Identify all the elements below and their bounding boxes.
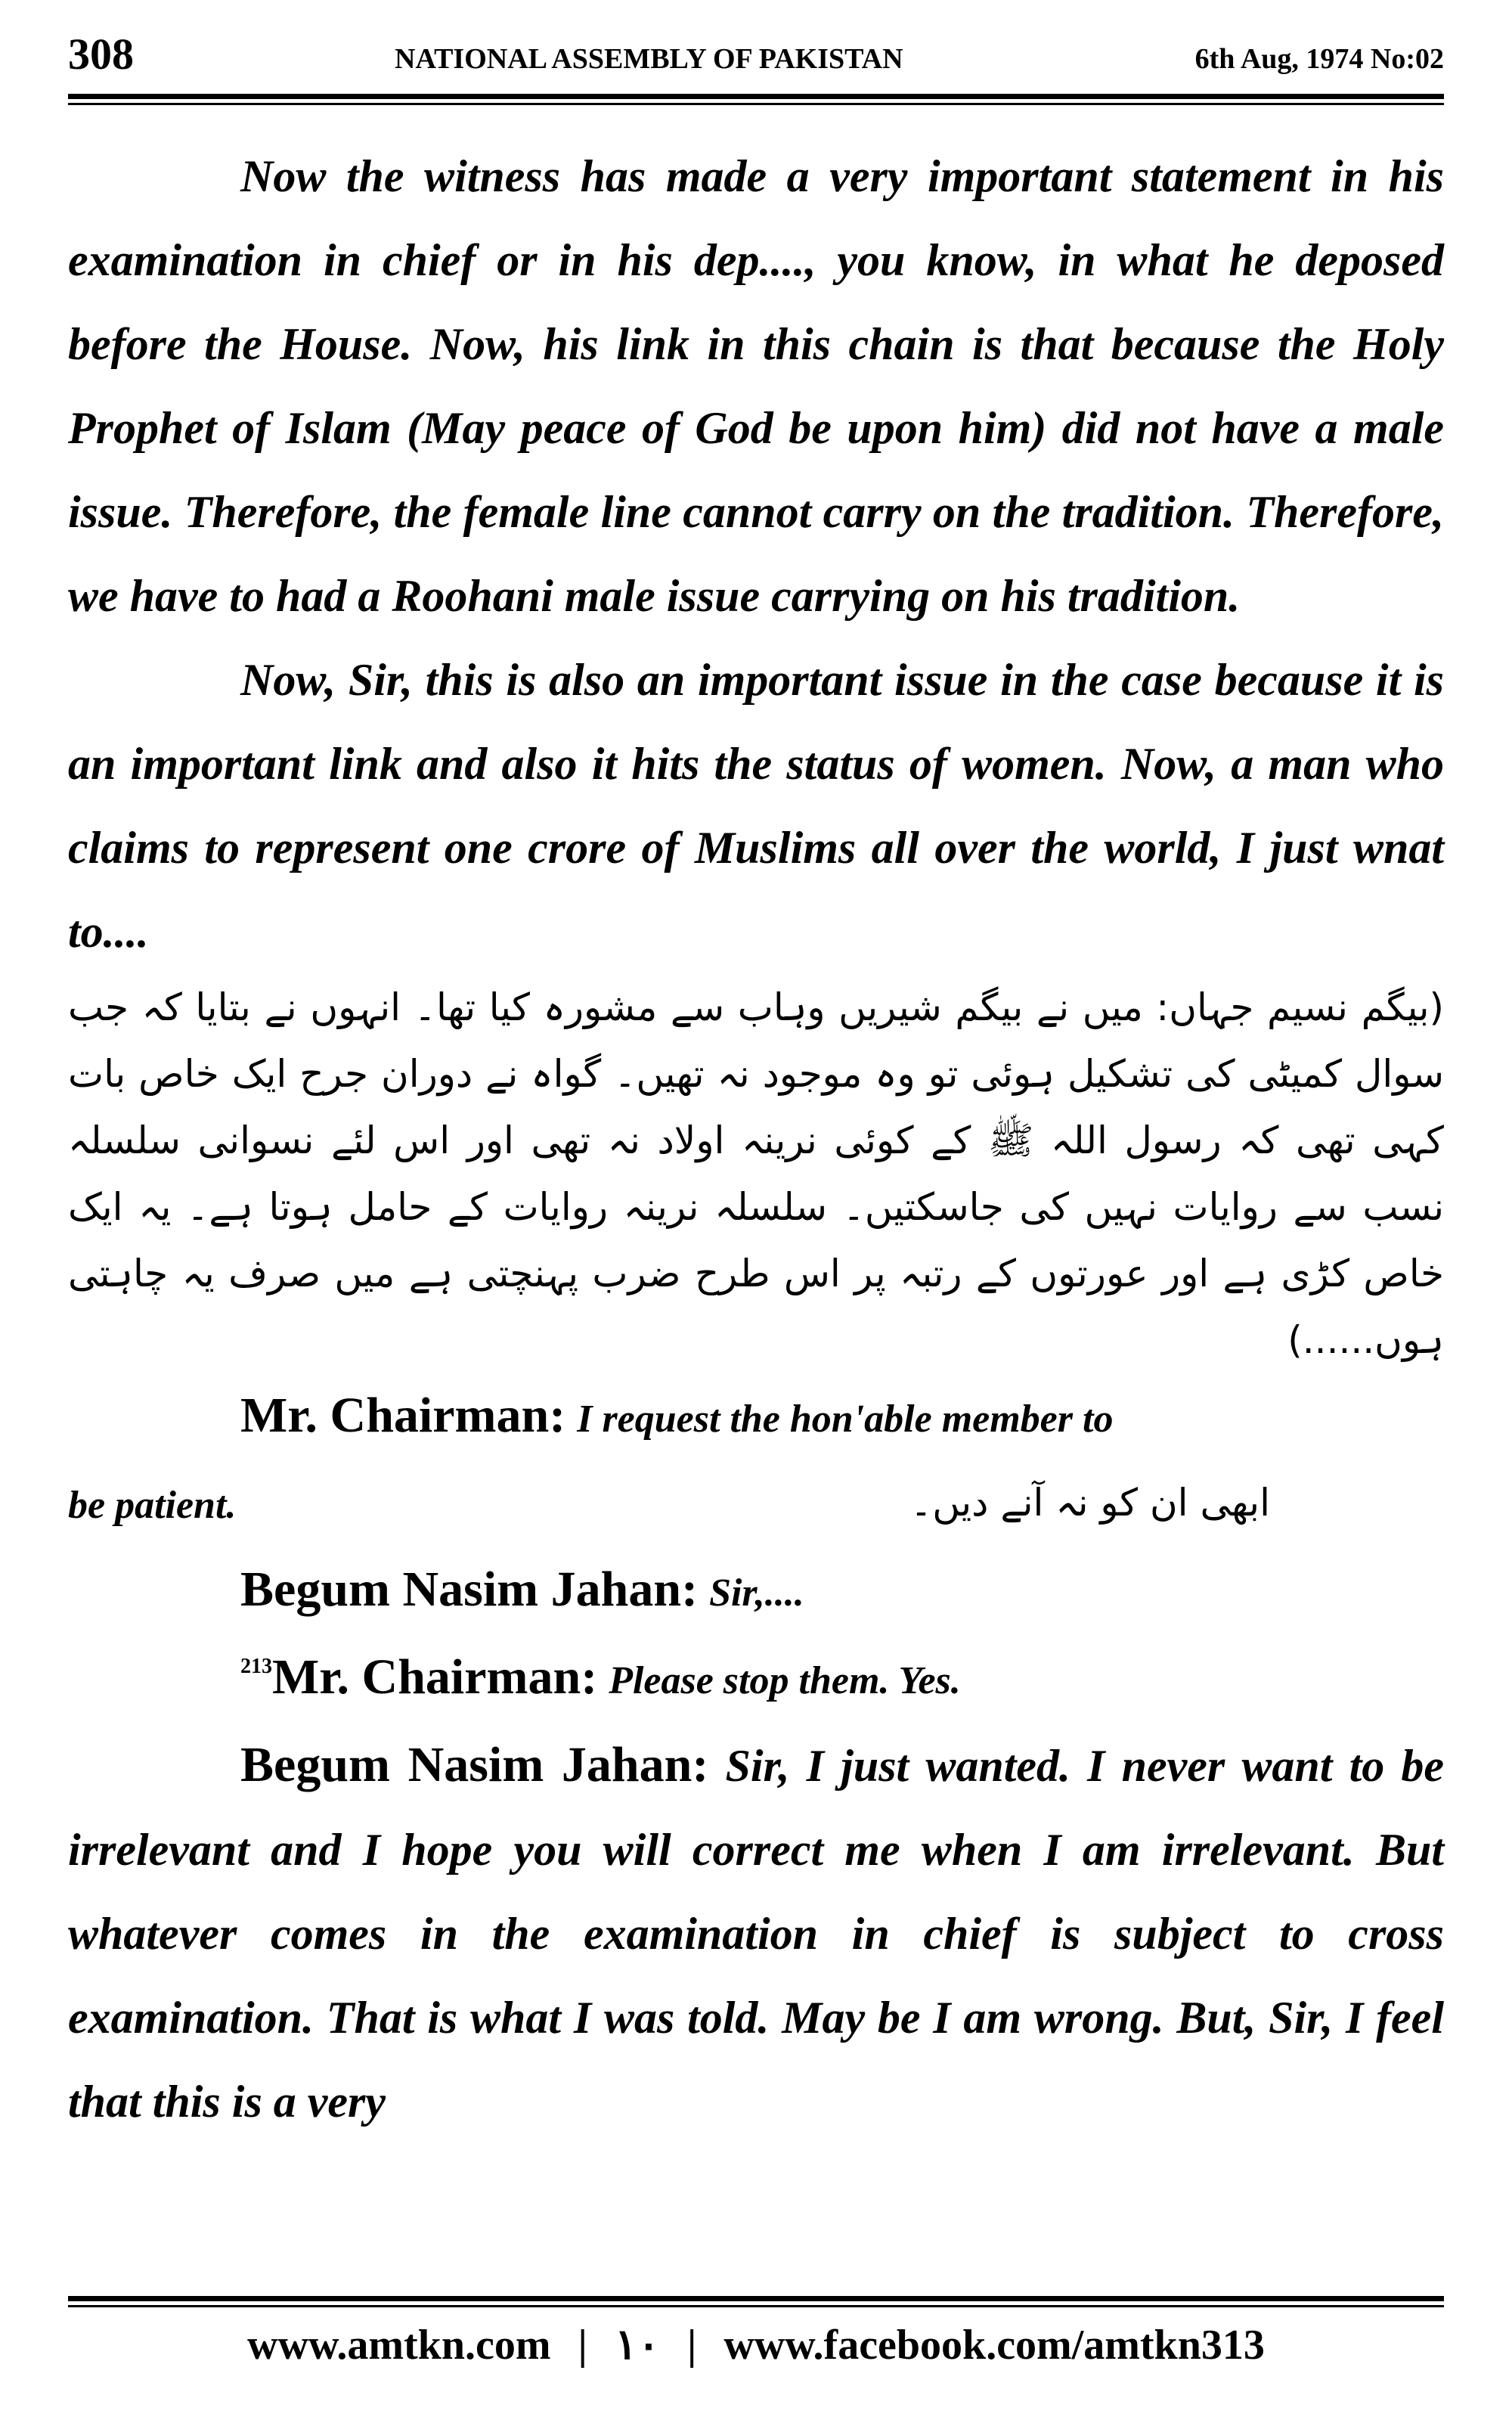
chairman-request <box>68 1373 1444 1461</box>
urdu-inline-text: ابھی ان کو نہ آنے دیں۔ <box>909 1481 1270 1525</box>
begum-reply-2 <box>68 1723 1444 2144</box>
header-rule-thin <box>68 103 1444 105</box>
publication-title: NATIONAL ASSEMBLY OF PAKISTAN <box>395 43 903 75</box>
website-link[interactable]: www.amtkn.com <box>247 2322 551 2369</box>
header-rule-thick <box>68 94 1444 99</box>
page-body <box>68 135 1444 2144</box>
speaker-name: Mr. Chairman: <box>240 1388 566 1443</box>
speech-text: Please stop them. Yes. <box>609 1659 961 1702</box>
page-number: 308 <box>68 29 134 79</box>
speech-text: I request the hon'able member to <box>577 1398 1114 1441</box>
page-footer <box>68 2320 1444 2369</box>
footer-separator: | <box>686 2322 697 2369</box>
speaker-name: Begum Nasim Jahan: <box>240 1737 709 1792</box>
footer-rule-thin <box>68 2305 1444 2307</box>
footer-rule-thick <box>68 2296 1444 2301</box>
chairman-request-cont <box>68 1461 1444 1547</box>
facebook-link[interactable]: www.facebook.com/amtkn313 <box>723 2322 1265 2369</box>
speech-text: be patient. <box>68 1484 237 1527</box>
urdu-translation-block: (بیگم نسیم جہاں: میں نے بیگم شیریں وہاب سے مشورہ کیا تھا۔ انہوں نے بتایا کہ جب سوال کمیٹی کی تشکیل ہوئی تو وہ موجود نہ تھیں۔ گواہ نے دوران جرح ایک خاص بات کہی تھی کہ رسول اللہ ﷺ کے کوئی نرینہ اولاد نہ تھی اور اس لئے نسوانی سلسلہ نسب سے روایات نہیں کی جاسکتیں۔ سلسلہ نرینہ روایات کے حامل ہوتا ہے۔ یہ ایک خاص کڑی ہے اور عورتوں کے رتبہ پر اس طرح ضرب پہنچتی ہے میں صرف یہ چاہتی ہوں......) <box>68 985 1444 1362</box>
page-header <box>68 29 1444 82</box>
speech-text: Sir, I just wanted. I never want to be irrelevant and I hope you will correct me when I am irrelevant. But whatever comes in the examination in chief is subject to cross examination. That is what I was told. May be I am wrong. But, Sir, I feel that this is a very <box>68 1741 1445 2127</box>
speaker-name: Mr. Chairman: <box>272 1649 598 1705</box>
chairman-stop <box>68 1635 1444 1723</box>
footer-separator: | <box>578 2322 587 2369</box>
speaker-name: Begum Nasim Jahan: <box>240 1562 699 1617</box>
paragraph-witness-statement: Now the witness has made a very important statement in his examination in chief or in his dep...., you know, in what he deposed before the House. Now, his link in this chain is that because the Holy Prophet of Islam (May peace of God be upon him) did not have a male issue. Therefore, the female line cannot carry on the tradition. Therefore, we have to had a Roohani male issue carrying on his tradition. <box>68 151 1444 621</box>
footer-page-number: ١٠ <box>614 2322 660 2369</box>
begum-reply-1 <box>68 1547 1444 1635</box>
original-page-marker: 213 <box>240 1655 272 1678</box>
speech-text: Sir,.... <box>709 1571 804 1615</box>
session-date: 6th Aug, 1974 No:02 <box>1194 43 1444 75</box>
paragraph-important-issue: Now, Sir, this is also an important issue in the case because it is an important link and also it hits the status of women. Now, a man who claims to represent one crore of Muslims all over the world, I just wnat to.... <box>68 655 1444 957</box>
